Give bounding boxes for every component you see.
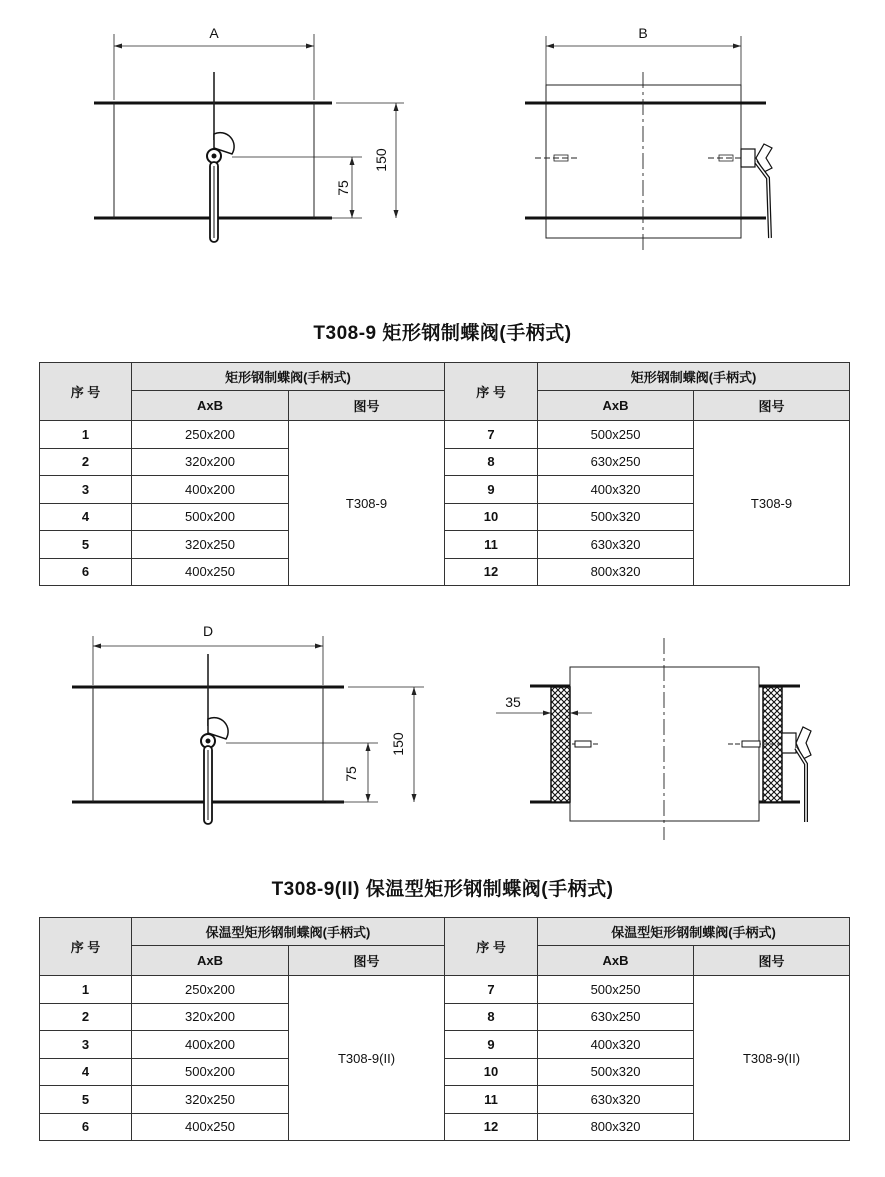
dimension-label-d: D	[202, 623, 214, 639]
table-cell-size: 400x250	[132, 1113, 289, 1141]
table-cell-seq: 3	[40, 476, 132, 504]
table-cell-size: 320x250	[132, 1086, 289, 1114]
table-cell-size: 500x320	[538, 1058, 694, 1086]
table-cell-seq: 8	[445, 448, 538, 476]
table-cell-seq: 11	[445, 531, 538, 559]
table-cell-seq: 9	[445, 1031, 538, 1059]
table-header-size: AxB	[538, 946, 694, 976]
table-cell-size: 400x250	[132, 558, 289, 586]
valve-front-view-drawing	[0, 0, 440, 300]
table-cell-size: 320x200	[132, 1003, 289, 1031]
table-cell-seq: 6	[40, 558, 132, 586]
table-header-group: 保温型矩形钢制蝶阀(手柄式)	[538, 918, 850, 946]
table-cell-size: 630x250	[538, 1003, 694, 1031]
dimension-label-150: 150	[390, 732, 406, 756]
insulated-valve-front-view-drawing	[0, 610, 440, 870]
table-row	[40, 421, 850, 449]
table-cell-size: 630x320	[538, 1086, 694, 1114]
table-header-group: 保温型矩形钢制蝶阀(手柄式)	[132, 918, 445, 946]
table-cell-size: 400x200	[132, 476, 289, 504]
table-cell-drawing-no: T308-9(II)	[289, 976, 445, 1141]
table-header-seq: 序 号	[40, 918, 132, 976]
table-header-size: AxB	[538, 391, 694, 421]
table-cell-seq: 4	[40, 503, 132, 531]
table-row	[40, 976, 850, 1004]
insulated-valve-side-view-drawing	[440, 610, 885, 870]
table-header-group: 矩形钢制蝶阀(手柄式)	[538, 363, 850, 391]
table-header-size: AxB	[132, 391, 289, 421]
table-cell-seq: 2	[40, 1003, 132, 1031]
table-cell-seq: 7	[445, 976, 538, 1004]
table-cell-seq: 12	[445, 1113, 538, 1141]
section2-spec-table	[39, 917, 850, 1141]
table-cell-drawing-no: T308-9(II)	[694, 976, 850, 1141]
table-cell-size: 500x250	[538, 421, 694, 449]
table-header-seq: 序 号	[445, 363, 538, 421]
table-cell-seq: 1	[40, 421, 132, 449]
table-cell-seq: 1	[40, 976, 132, 1004]
table-cell-seq: 12	[445, 558, 538, 586]
table-cell-seq: 5	[40, 531, 132, 559]
table-cell-seq: 4	[40, 1058, 132, 1086]
dimension-label-75: 75	[343, 766, 359, 782]
table-cell-seq: 6	[40, 1113, 132, 1141]
table-cell-seq: 11	[445, 1086, 538, 1114]
table-cell-size: 250x200	[132, 421, 289, 449]
section2-title: T308-9(II) 保温型矩形钢制蝶阀(手柄式)	[271, 879, 614, 900]
section1-spec-table	[39, 362, 850, 586]
table-cell-size: 500x250	[538, 976, 694, 1004]
table-header-drawing: 图号	[694, 391, 850, 421]
section1-title: T308-9 矩形钢制蝶阀(手柄式)	[313, 323, 572, 344]
table-cell-seq: 2	[40, 448, 132, 476]
dimension-label-b: B	[638, 25, 648, 41]
table-cell-seq: 8	[445, 1003, 538, 1031]
table-cell-size: 400x200	[132, 1031, 289, 1059]
table-header-drawing: 图号	[289, 946, 445, 976]
table-cell-size: 500x320	[538, 503, 694, 531]
table-cell-size: 250x200	[132, 976, 289, 1004]
table-header-drawing: 图号	[289, 391, 445, 421]
table-cell-size: 400x320	[538, 476, 694, 504]
table-cell-drawing-no: T308-9	[694, 421, 850, 586]
table-cell-seq: 5	[40, 1086, 132, 1114]
table-cell-size: 800x320	[538, 1113, 694, 1141]
table-cell-seq: 3	[40, 1031, 132, 1059]
table-cell-seq: 7	[445, 421, 538, 449]
table-cell-drawing-no: T308-9	[289, 421, 445, 586]
table-cell-seq: 10	[445, 1058, 538, 1086]
dimension-label-35: 35	[505, 694, 521, 710]
table-header-seq: 序 号	[445, 918, 538, 976]
table-cell-size: 320x250	[132, 531, 289, 559]
table-cell-seq: 9	[445, 476, 538, 504]
table-cell-size: 630x320	[538, 531, 694, 559]
table-cell-seq: 10	[445, 503, 538, 531]
table-header-seq: 序 号	[40, 363, 132, 421]
dimension-label-150: 150	[373, 148, 389, 172]
table-cell-size: 630x250	[538, 448, 694, 476]
table-cell-size: 400x320	[538, 1031, 694, 1059]
valve-side-view-drawing	[440, 0, 885, 300]
dimension-label-75: 75	[335, 180, 351, 196]
dimension-label-a: A	[209, 25, 219, 41]
table-header-size: AxB	[132, 946, 289, 976]
table-header-drawing: 图号	[694, 946, 850, 976]
table-cell-size: 500x200	[132, 503, 289, 531]
table-cell-size: 500x200	[132, 1058, 289, 1086]
table-header-group: 矩形钢制蝶阀(手柄式)	[132, 363, 445, 391]
table-cell-size: 320x200	[132, 448, 289, 476]
table-cell-size: 800x320	[538, 558, 694, 586]
